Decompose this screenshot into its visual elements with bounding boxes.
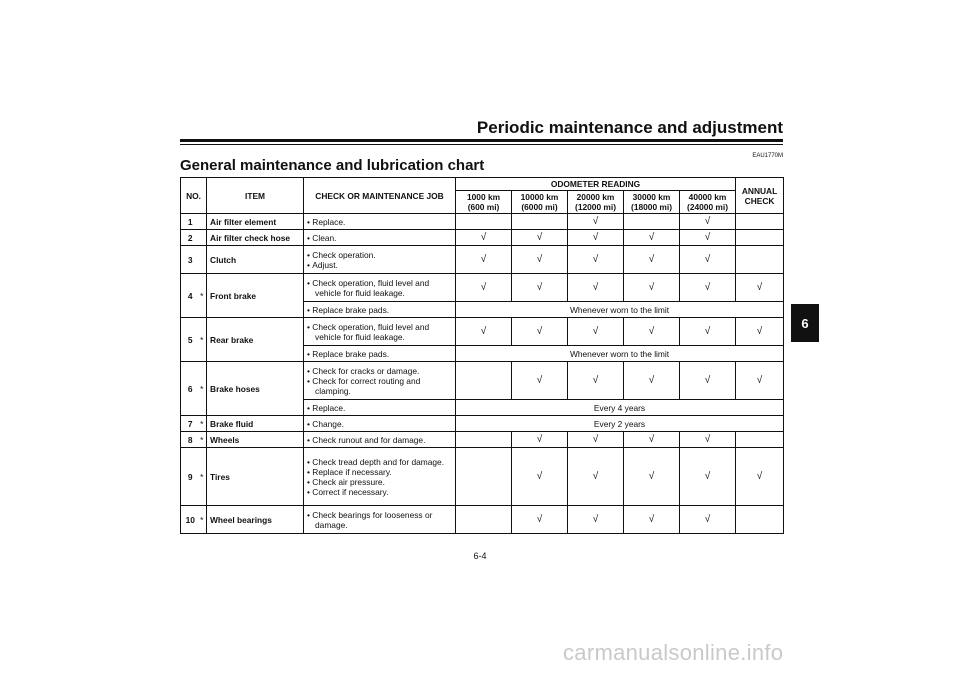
interval-km: 30000 km [632, 192, 671, 203]
check-mark: √ [680, 448, 736, 506]
header-no: NO. [181, 178, 207, 214]
row-item: Clutch [207, 246, 304, 274]
row-job [304, 346, 456, 362]
job-line: • Check operation, fluid level and vehicle for fluid leakage. [307, 278, 452, 298]
check-mark: √ [568, 246, 624, 274]
check-mark: √ [568, 362, 624, 400]
check-mark: √ [624, 362, 680, 400]
interval-mi: (18000 mi) [631, 202, 672, 213]
job-line: • Correct if necessary. [307, 487, 452, 497]
check-mark: √ [736, 274, 784, 302]
header-rule-thick [180, 139, 783, 142]
header-interval [512, 191, 568, 214]
check-mark: √ [512, 432, 568, 448]
check-mark: √ [680, 246, 736, 274]
check-cell [456, 214, 512, 230]
check-cell [736, 506, 784, 534]
interval-mi: (12000 mi) [575, 202, 616, 213]
check-mark: √ [568, 214, 624, 230]
check-mark: √ [624, 246, 680, 274]
check-mark: √ [568, 230, 624, 246]
check-mark: √ [512, 448, 568, 506]
interval-note: Every 4 years [456, 400, 784, 416]
header-item: ITEM [207, 178, 304, 214]
row-item: Brake fluid [207, 416, 304, 432]
check-mark: √ [568, 448, 624, 506]
row-number: 3 [181, 246, 198, 274]
row-item: Wheel bearings [207, 506, 304, 534]
row-job [304, 318, 456, 346]
interval-mi: (6000 mi) [521, 202, 558, 213]
row-number: 9 [181, 448, 198, 506]
check-mark: √ [736, 318, 784, 346]
row-number: 10 [181, 506, 198, 534]
check-mark: √ [456, 246, 512, 274]
row-number: 1 [181, 214, 198, 230]
check-mark: √ [680, 318, 736, 346]
check-mark: √ [624, 318, 680, 346]
row-star: * [198, 318, 207, 362]
check-mark: √ [680, 274, 736, 302]
table-row [181, 448, 784, 506]
check-mark: √ [512, 318, 568, 346]
row-job [304, 274, 456, 302]
row-job [304, 506, 456, 534]
row-number: 6 [181, 362, 198, 416]
table-row [181, 246, 784, 274]
job-line: • Replace. [307, 403, 452, 413]
interval-km: 1000 km [466, 192, 501, 203]
header-interval [568, 191, 624, 214]
row-number: 7 [181, 416, 198, 432]
row-number: 2 [181, 230, 198, 246]
interval-km: 40000 km [688, 192, 727, 203]
check-cell [736, 230, 784, 246]
header-job: CHECK OR MAINTENANCE JOB [304, 178, 456, 214]
check-cell [736, 246, 784, 274]
check-mark: √ [512, 362, 568, 400]
row-item: Rear brake [207, 318, 304, 362]
check-mark: √ [680, 506, 736, 534]
job-line: • Check bearings for looseness or damage. [307, 510, 452, 530]
check-mark: √ [512, 246, 568, 274]
job-line: • Clean. [307, 233, 452, 243]
job-line: • Check runout and for damage. [307, 435, 452, 445]
row-number: 5 [181, 318, 198, 362]
table-row [181, 416, 784, 432]
row-star: * [198, 432, 207, 448]
check-mark: √ [512, 274, 568, 302]
chapter-tab: 6 [791, 304, 819, 342]
check-cell [736, 432, 784, 448]
check-mark: √ [680, 214, 736, 230]
interval-km: 20000 km [576, 192, 615, 203]
job-line: • Replace brake pads. [307, 349, 452, 359]
job-line: • Replace if necessary. [307, 467, 452, 477]
row-job [304, 302, 456, 318]
document-code: EAU1770M [752, 153, 783, 159]
page-number: 6-4 [473, 551, 487, 561]
check-mark: √ [568, 432, 624, 448]
check-cell [512, 214, 568, 230]
table-row [181, 230, 784, 246]
check-cell [456, 506, 512, 534]
row-job [304, 416, 456, 432]
header-annual: ANNUAL CHECK [736, 178, 784, 214]
table-row [181, 274, 784, 302]
table-row [181, 362, 784, 400]
check-mark: √ [624, 274, 680, 302]
check-mark: √ [680, 362, 736, 400]
check-mark: √ [568, 274, 624, 302]
table-row [181, 214, 784, 230]
interval-mi: (24000 mi) [687, 202, 728, 213]
header-row-1 [181, 178, 784, 191]
table-row [181, 432, 784, 448]
row-job [304, 448, 456, 506]
job-line: • Check for cracks or damage. [307, 366, 452, 376]
row-number: 4 [181, 274, 198, 318]
job-line: • Adjust. [307, 260, 452, 270]
job-line: • Replace. [307, 217, 452, 227]
row-item: Tires [207, 448, 304, 506]
check-cell [456, 362, 512, 400]
check-cell [624, 214, 680, 230]
job-line: • Check operation. [307, 250, 452, 260]
header-interval [680, 191, 736, 214]
check-mark: √ [680, 432, 736, 448]
job-line: • Change. [307, 419, 452, 429]
job-line: • Check operation, fluid level and vehicle for fluid leakage. [307, 322, 452, 342]
row-star: * [198, 362, 207, 416]
row-star [198, 230, 207, 246]
header-interval [624, 191, 680, 214]
row-job [304, 362, 456, 400]
job-line: • Check tread depth and for damage. [307, 457, 452, 467]
row-job [304, 246, 456, 274]
check-mark: √ [568, 506, 624, 534]
row-job [304, 432, 456, 448]
check-mark: √ [680, 230, 736, 246]
check-mark: √ [624, 506, 680, 534]
row-item: Front brake [207, 274, 304, 318]
check-mark: √ [736, 362, 784, 400]
row-item: Brake hoses [207, 362, 304, 416]
interval-mi: (600 mi) [467, 202, 500, 213]
check-cell [456, 432, 512, 448]
interval-note: Every 2 years [456, 416, 784, 432]
maintenance-chart [180, 177, 784, 534]
row-item: Air filter element [207, 214, 304, 230]
watermark: carmanualsonline.info [563, 640, 784, 665]
interval-km: 10000 km [520, 192, 559, 203]
check-mark: √ [512, 506, 568, 534]
check-mark: √ [624, 230, 680, 246]
check-mark: √ [736, 448, 784, 506]
row-star: * [198, 274, 207, 318]
header-interval [456, 191, 512, 214]
check-mark: √ [568, 318, 624, 346]
row-job [304, 400, 456, 416]
page-header-title: Periodic maintenance and adjustment [476, 118, 783, 137]
header-odometer: ODOMETER READING [456, 178, 736, 191]
row-item: Wheels [207, 432, 304, 448]
table-row [181, 318, 784, 346]
check-cell [456, 448, 512, 506]
job-line: • Check for correct routing and clamping. [307, 376, 452, 396]
row-star [198, 214, 207, 230]
interval-note: Whenever worn to the limit [456, 302, 784, 318]
header-rule-thin [180, 144, 783, 145]
row-item: Air filter check hose [207, 230, 304, 246]
job-line: • Check air pressure. [307, 477, 452, 487]
check-cell [736, 214, 784, 230]
check-mark: √ [456, 318, 512, 346]
job-line: • Replace brake pads. [307, 305, 452, 315]
row-star: * [198, 448, 207, 506]
check-mark: √ [512, 230, 568, 246]
section-title: General maintenance and lubrication chart [180, 157, 485, 174]
row-star [198, 246, 207, 274]
row-job [304, 214, 456, 230]
check-mark: √ [456, 274, 512, 302]
check-mark: √ [624, 432, 680, 448]
interval-note: Whenever worn to the limit [456, 346, 784, 362]
check-mark: √ [624, 448, 680, 506]
check-mark: √ [456, 230, 512, 246]
row-job [304, 230, 456, 246]
row-star: * [198, 416, 207, 432]
row-number: 8 [181, 432, 198, 448]
table-row [181, 506, 784, 534]
row-star: * [198, 506, 207, 534]
